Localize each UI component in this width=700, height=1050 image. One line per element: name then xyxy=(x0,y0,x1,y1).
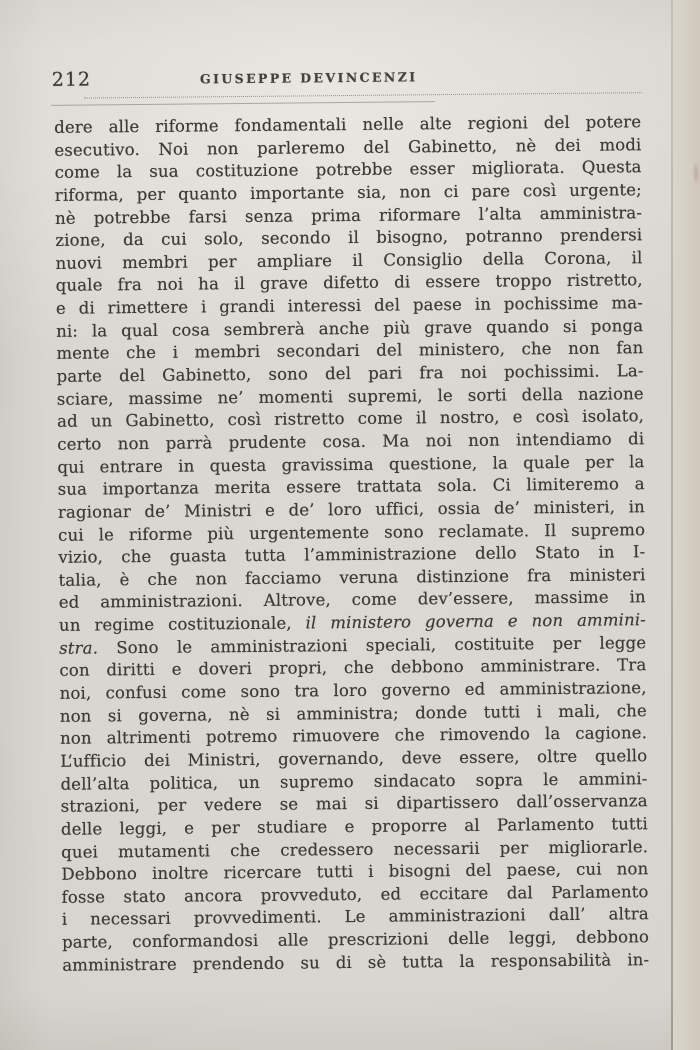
text-line: talia, è che non facciamo veruna distinzione fra ministeri xyxy=(58,564,646,590)
text-line: parte, conformandosi alle prescrizioni delle leggi, debbono xyxy=(61,927,650,952)
text-line: non si governa, nè si amministra; donde tutti i mali, che xyxy=(59,700,647,726)
text-line: dere alle riforme fondamentali nelle alte regioni del potere xyxy=(54,112,642,137)
text-line: dell’alta politica, un supremo sindacato sopra le ammini- xyxy=(60,768,648,794)
text-line: certo non parrà prudente cosa. Ma noi non intendiamo di xyxy=(57,429,645,454)
text-line: amministrare prendendo su di sè tutta la responsabilità in- xyxy=(62,949,650,975)
text-line: con diritti e doveri propri, che debbono amministrare. Tra xyxy=(59,655,647,681)
running-header-title: GIUSEPPE DEVINCENZI xyxy=(199,69,418,87)
page-number: 212 xyxy=(51,68,92,91)
text-line: ni: la qual cosa sembrerà anche più grave quando si ponga xyxy=(56,315,644,341)
text-line: parte del Gabinetto, sono del pari fra noi pochissimi. La- xyxy=(56,361,644,386)
text-line: Debbono inoltre ricercare tutti i bisogni del paese, cui non xyxy=(61,859,649,884)
text-line: esecutivo. Noi non parleremo del Gabinetto, nè dei modi xyxy=(54,134,642,160)
text-line: stra. Sono le amministrazioni speciali, costituite per legge xyxy=(59,632,647,658)
text-line: quale fra noi ha il grave difetto di essere troppo ristretto, xyxy=(55,270,643,296)
text-line: ad un Gabinetto, così ristretto come il nostro, e così isolato, xyxy=(56,406,645,432)
text-block xyxy=(54,111,649,977)
text-line: cui le riforme più urgentemente sono reclamate. Il supremo xyxy=(58,519,646,545)
text-line: nè potrebbe farsi senza prima riformare l’alta amministra- xyxy=(54,202,643,228)
text-line: quei mutamenti che credessero necessarii per migliorarle. xyxy=(61,836,649,862)
text-line: strazioni, per vedere se mai si dipartissero dall’osservanza xyxy=(60,791,648,817)
text-line: riforma, per quanto importante sia, non ci pare così urgente; xyxy=(54,180,642,205)
text-line: mente che i membri secondari del ministero, che non fan xyxy=(56,338,644,364)
text-line: i necessari provvedimenti. Le amministrazioni dall’ altra xyxy=(61,904,649,930)
text-line: ed amministrazioni. Altrove, come dev’essere, massime in xyxy=(58,587,646,613)
header-rule-dotted xyxy=(84,92,642,98)
text-line: ragionar de’ Ministri e de’ loro uffici, ossia de’ ministeri, in xyxy=(57,497,645,522)
text-line: zione, da cui solo, secondo il bisogno, potranno prendersi xyxy=(55,225,643,251)
text-line: come la sua costituzione potrebbe esser migliorata. Questa xyxy=(54,157,642,183)
text-line: L’ufficio dei Ministri, governando, deve essere, oltre quello xyxy=(60,746,648,771)
text-line: qui entrare in questa gravissima questione, la quale per la xyxy=(57,451,645,477)
text-line: non altrimenti potremo rimuovere che rimovendo la cagione. xyxy=(59,723,648,749)
header-rule-solid xyxy=(51,101,435,106)
text-line: delle leggi, e per studiare e proporre al Parlamento tutti xyxy=(60,814,649,839)
text-line: un regime costituzionale, il ministero governa e non ammini- xyxy=(58,610,647,635)
text-line: fosse stato ancora provveduto, ed eccitare dal Parlamento xyxy=(61,881,649,907)
text-line: e di rimettere i grandi interessi del paese in pochissime ma- xyxy=(55,293,644,318)
text-line: sciare, massime ne’ momenti supremi, le sorti della nazione xyxy=(56,383,644,409)
text-line: nuovi membri per ampliare il Consiglio della Corona, il xyxy=(55,248,643,273)
text-line: vizio, che guasta tutta l’amministrazione dello Stato in I- xyxy=(58,542,646,567)
text-line: noi, confusi come sono tra loro governo ed amministrazione, xyxy=(59,678,647,703)
text-line: sua importanza merita essere trattata sola. Ci limiteremo a xyxy=(57,474,645,500)
